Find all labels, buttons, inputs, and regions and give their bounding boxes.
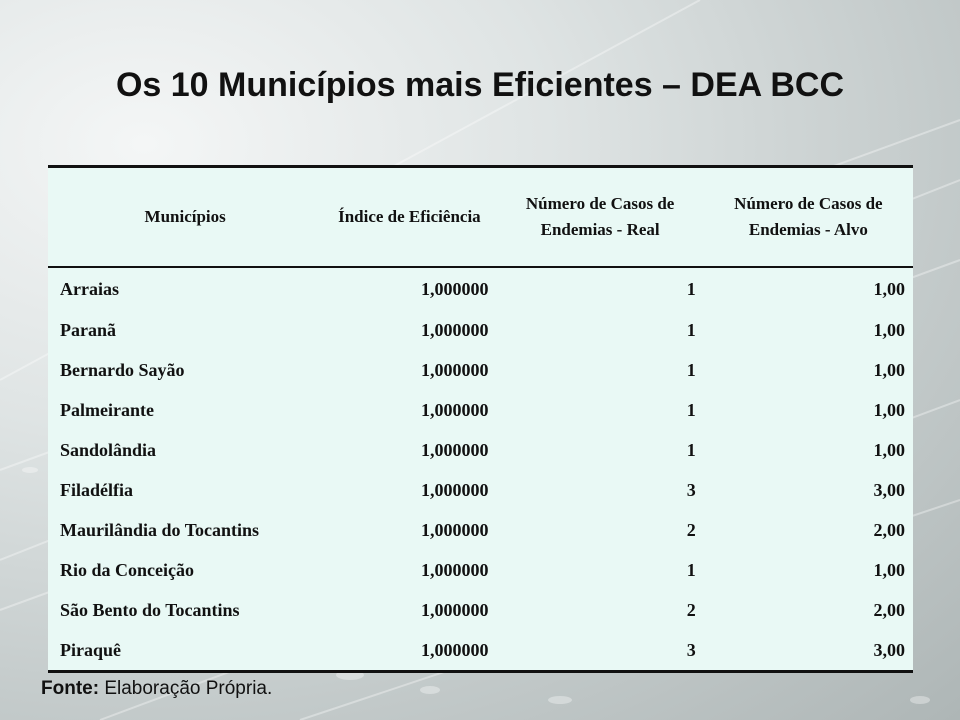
header-casos-alvo: Número de Casos de Endemias - Alvo — [704, 167, 913, 268]
efficiency-table — [48, 165, 913, 673]
cell-alvo: 1,00 — [873, 439, 905, 460]
cell-real: 1 — [686, 399, 696, 420]
cell-alvo: 2,00 — [873, 599, 905, 620]
table-header-row — [48, 167, 913, 268]
header-casos-real: Número de Casos de Endemias - Real — [496, 167, 703, 268]
table-row — [48, 267, 913, 310]
table-row — [48, 430, 913, 470]
cell-real: 1 — [686, 439, 696, 460]
table-row — [48, 350, 913, 390]
table-row — [48, 470, 913, 510]
cell-real: 1 — [686, 559, 696, 580]
source-note — [41, 678, 272, 700]
cell-municipio: São Bento do Tocantins — [60, 599, 240, 620]
cell-real: 1 — [686, 319, 696, 340]
cell-municipio: Palmeirante — [60, 399, 154, 420]
source-label: Fonte: — [41, 678, 100, 699]
cell-real: 3 — [686, 479, 696, 500]
cell-alvo: 1,00 — [873, 399, 905, 420]
cell-indice: 1,000000 — [420, 639, 489, 660]
cell-municipio: Bernardo Sayão — [60, 359, 185, 380]
cell-real: 1 — [686, 359, 696, 380]
cell-real: 2 — [686, 599, 696, 620]
source-text: Elaboração Própria. — [99, 678, 273, 699]
cell-indice: 1,000000 — [420, 359, 489, 380]
cell-real: 1 — [686, 278, 696, 299]
cell-indice: 1,000000 — [420, 319, 489, 340]
cell-municipio: Piraquê — [60, 639, 121, 660]
cell-alvo: 2,00 — [873, 519, 905, 540]
cell-real: 3 — [686, 639, 696, 660]
cell-indice: 1,000000 — [420, 439, 489, 460]
table-row — [48, 310, 913, 350]
table-row — [48, 590, 913, 630]
table-row — [48, 550, 913, 590]
cell-municipio: Rio da Conceição — [60, 559, 194, 580]
cell-alvo: 3,00 — [873, 479, 905, 500]
cell-indice: 1,000000 — [420, 278, 489, 299]
cell-municipio: Paranã — [60, 319, 116, 340]
cell-alvo: 1,00 — [873, 278, 905, 299]
cell-indice: 1,000000 — [420, 479, 489, 500]
cell-indice: 1,000000 — [420, 599, 489, 620]
cell-alvo: 3,00 — [873, 639, 905, 660]
header-municipios: Municípios — [48, 167, 322, 268]
page-title: Os 10 Municípios mais Eficientes – DEA BCC — [115, 66, 845, 104]
table-row — [48, 390, 913, 430]
cell-municipio: Maurilândia do Tocantins — [60, 519, 260, 540]
cell-alvo: 1,00 — [873, 319, 905, 340]
cell-municipio: Filadélfia — [60, 479, 133, 500]
cell-alvo: 1,00 — [873, 559, 905, 580]
cell-indice: 1,000000 — [420, 519, 489, 540]
cell-indice: 1,000000 — [420, 559, 489, 580]
cell-indice: 1,000000 — [420, 399, 489, 420]
cell-real: 2 — [686, 519, 696, 540]
table-row — [48, 510, 913, 550]
header-indice-eficiencia: Índice de Eficiência — [322, 167, 496, 268]
cell-municipio: Arraias — [60, 278, 119, 299]
cell-municipio: Sandolândia — [60, 439, 157, 460]
table-row — [48, 630, 913, 672]
cell-alvo: 1,00 — [873, 359, 905, 380]
